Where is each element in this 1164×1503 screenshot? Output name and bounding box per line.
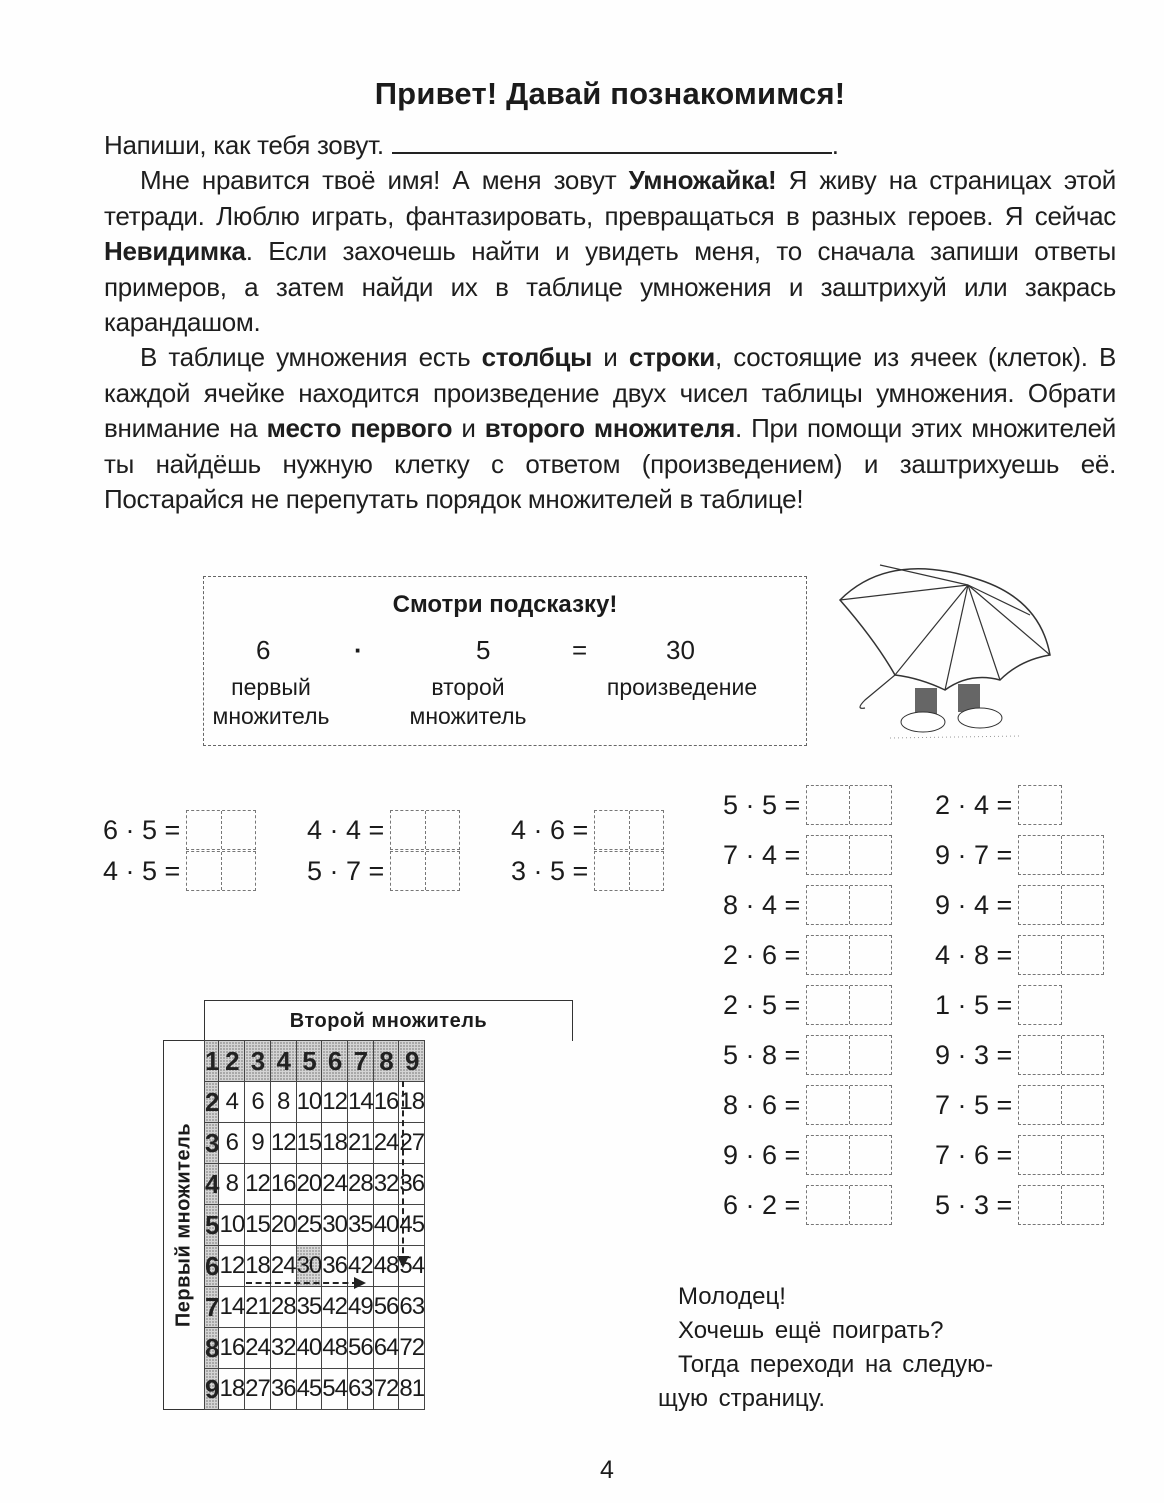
- exercise: 4 · 8 =: [935, 934, 1104, 976]
- product-cell[interactable]: 32: [373, 1164, 399, 1205]
- product-cell[interactable]: 63: [347, 1369, 373, 1410]
- exercise: 4 · 5 =: [103, 850, 256, 892]
- product-cell[interactable]: 6: [219, 1123, 245, 1164]
- hint-equals: =: [572, 635, 588, 665]
- product-cell[interactable]: 12: [219, 1246, 245, 1287]
- page-number: 4: [600, 1456, 614, 1484]
- product-cell[interactable]: 45: [399, 1205, 425, 1246]
- answer-box[interactable]: [390, 810, 460, 850]
- exercise: 2 · 5 =: [723, 984, 892, 1026]
- factor-cell: 4: [270, 1041, 296, 1082]
- exercise: 7 · 6 =: [935, 1134, 1104, 1176]
- factor-cell: 6: [205, 1246, 219, 1287]
- table-row: [205, 1246, 425, 1287]
- product-cell[interactable]: 28: [270, 1287, 296, 1328]
- product-cell[interactable]: 16: [219, 1328, 245, 1369]
- product-cell[interactable]: 14: [219, 1287, 245, 1328]
- product-cell[interactable]: 24: [322, 1164, 348, 1205]
- times-table-grid: [204, 1040, 425, 1410]
- exercise: 7 · 4 =: [723, 834, 892, 876]
- product-cell[interactable]: 24: [270, 1246, 296, 1287]
- factor-cell: 8: [205, 1328, 219, 1369]
- product-cell[interactable]: 36: [270, 1369, 296, 1410]
- factor-cell: 5: [205, 1205, 219, 1246]
- product-cell[interactable]: 36: [322, 1246, 348, 1287]
- answer-box[interactable]: [806, 1185, 892, 1225]
- product-cell[interactable]: 49: [347, 1287, 373, 1328]
- hint-second-factor: 5: [476, 635, 491, 665]
- factor-cell: 4: [205, 1164, 219, 1205]
- answer-box[interactable]: [1018, 835, 1104, 875]
- factor-cell: 8: [373, 1041, 399, 1082]
- product-cell[interactable]: 48: [373, 1246, 399, 1287]
- exercise: 8 · 4 =: [723, 884, 892, 926]
- product-cell[interactable]: 18: [219, 1369, 245, 1410]
- hint-label-product: произведение: [606, 674, 758, 700]
- product-cell[interactable]: 24: [373, 1123, 399, 1164]
- hint-box: [203, 576, 807, 746]
- answer-box[interactable]: [806, 1135, 892, 1175]
- name-prompt: Напиши, как тебя зовут.: [104, 130, 384, 160]
- product-cell[interactable]: 27: [399, 1123, 425, 1164]
- product-cell[interactable]: 12: [270, 1123, 296, 1164]
- product-cell[interactable]: 4: [219, 1082, 245, 1123]
- answer-box[interactable]: [1018, 1085, 1104, 1125]
- answer-box[interactable]: [1018, 1185, 1104, 1225]
- table-row: [205, 1328, 425, 1369]
- answer-box[interactable]: [806, 885, 892, 925]
- product-cell[interactable]: 21: [347, 1123, 373, 1164]
- product-cell[interactable]: 20: [270, 1205, 296, 1246]
- product-cell[interactable]: 40: [296, 1328, 322, 1369]
- answer-box[interactable]: [1018, 1035, 1104, 1075]
- product-cell[interactable]: 45: [296, 1369, 322, 1410]
- product-cell[interactable]: 20: [296, 1164, 322, 1205]
- hint-first-factor: 6: [256, 635, 271, 665]
- factor-cell: 2: [219, 1041, 245, 1082]
- table-row: [205, 1041, 425, 1082]
- factor-cell: 6: [322, 1041, 348, 1082]
- product-cell[interactable]: 21: [245, 1287, 271, 1328]
- product-cell[interactable]: 15: [245, 1205, 271, 1246]
- name-prompt-line: Напиши, как тебя зовут. .: [104, 130, 839, 160]
- exercise: 4 · 4 =: [307, 809, 460, 851]
- hint-arrow-down: [402, 1081, 404, 1263]
- arrow-right-icon: [354, 1277, 366, 1289]
- first-factor-header: Первый множитель: [163, 1040, 204, 1410]
- product-cell[interactable]: 42: [347, 1246, 373, 1287]
- exercise: 3 · 5 =: [511, 850, 664, 892]
- hint-arrow-right: [246, 1282, 358, 1284]
- exercise: 7 · 5 =: [935, 1084, 1104, 1126]
- product-cell[interactable]: 36: [399, 1164, 425, 1205]
- product-cell[interactable]: 12: [322, 1082, 348, 1123]
- product-cell[interactable]: 63: [399, 1287, 425, 1328]
- answer-box[interactable]: [594, 810, 664, 850]
- factor-cell: 7: [205, 1287, 219, 1328]
- product-cell[interactable]: 18: [322, 1123, 348, 1164]
- table-row: [205, 1123, 425, 1164]
- product-cell[interactable]: 64: [373, 1328, 399, 1369]
- hint-title: Смотри подсказку!: [392, 591, 618, 618]
- product-cell[interactable]: 24: [245, 1328, 271, 1369]
- answer-box[interactable]: [1018, 985, 1062, 1025]
- exercise: 5 · 8 =: [723, 1034, 892, 1076]
- product-cell[interactable]: 27: [245, 1369, 271, 1410]
- product-cell[interactable]: 9: [245, 1123, 271, 1164]
- answer-box[interactable]: [1018, 1135, 1104, 1175]
- answer-box[interactable]: [806, 835, 892, 875]
- product-cell[interactable]: 35: [296, 1287, 322, 1328]
- product-cell[interactable]: 25: [296, 1205, 322, 1246]
- product-cell[interactable]: 42: [322, 1287, 348, 1328]
- factor-cell: 7: [347, 1041, 373, 1082]
- hint-label-second: второй множитель: [409, 674, 527, 729]
- exercise: 5 · 5 =: [723, 784, 892, 826]
- hint-dot: ·: [354, 635, 363, 665]
- product-cell[interactable]: 40: [373, 1205, 399, 1246]
- answer-box[interactable]: [806, 1035, 892, 1075]
- product-cell[interactable]: 56: [373, 1287, 399, 1328]
- product-cell[interactable]: 12: [245, 1164, 271, 1205]
- exercise: 5 · 7 =: [307, 850, 460, 892]
- answer-box[interactable]: [594, 851, 664, 891]
- answer-box[interactable]: [186, 851, 256, 891]
- table-row: [205, 1164, 425, 1205]
- answer-box[interactable]: [1018, 935, 1104, 975]
- closing-text: Молодец! Хочешь ещё поиграть? Тогда переходи на следую- щую страницу.: [658, 1283, 994, 1412]
- product-cell[interactable]: 54: [399, 1246, 425, 1287]
- exercise: 9 · 3 =: [935, 1034, 1104, 1076]
- product-cell[interactable]: 35: [347, 1205, 373, 1246]
- answer-box[interactable]: [806, 985, 892, 1025]
- exercise: 9 · 6 =: [723, 1134, 892, 1176]
- exercise: 6 · 5 =: [103, 809, 256, 851]
- product-cell[interactable]: 16: [373, 1082, 399, 1123]
- instructions-paragraph: В таблице умножения есть столбцы и строки, состоящие из ячеек (клеток). В каждой ячейке находится произведение двух чисел таблицы умножения. Обрати внимание на место первого и второго множителя. При помощи этих множителей ты найдёшь нужную клетку с ответом (произведением) и заштрихуешь её. Постарайся не перепутать порядок множителей в таблице!: [104, 342, 1116, 514]
- product-cell[interactable]: 8: [270, 1082, 296, 1123]
- factor-cell: 3: [245, 1041, 271, 1082]
- answer-box[interactable]: [806, 785, 892, 825]
- product-cell[interactable]: 28: [347, 1164, 373, 1205]
- product-cell[interactable]: 48: [322, 1328, 348, 1369]
- answer-box[interactable]: [390, 851, 460, 891]
- exercise: 4 · 6 =: [511, 809, 664, 851]
- product-cell[interactable]: 72: [373, 1369, 399, 1410]
- hint-label-first: первый множитель: [212, 674, 330, 729]
- product-cell[interactable]: 15: [296, 1123, 322, 1164]
- answer-box[interactable]: [186, 810, 256, 850]
- table-row: [205, 1369, 425, 1410]
- factor-cell: 5: [296, 1041, 322, 1082]
- product-cell[interactable]: 30: [322, 1205, 348, 1246]
- table-row: [205, 1205, 425, 1246]
- answer-box[interactable]: [806, 935, 892, 975]
- product-cell[interactable]: 30: [296, 1246, 322, 1287]
- exercise: 2 · 6 =: [723, 934, 892, 976]
- product-cell[interactable]: 81: [399, 1369, 425, 1410]
- name-input-line[interactable]: [392, 130, 832, 154]
- product-cell[interactable]: 32: [270, 1328, 296, 1369]
- product-cell[interactable]: 18: [399, 1082, 425, 1123]
- exercise: 1 · 5 =: [935, 984, 1062, 1026]
- product-cell[interactable]: 18: [245, 1246, 271, 1287]
- factor-cell: 2: [205, 1082, 219, 1123]
- answer-box[interactable]: [806, 1085, 892, 1125]
- product-cell[interactable]: 6: [245, 1082, 271, 1123]
- table-row: [205, 1082, 425, 1123]
- product-cell[interactable]: 14: [347, 1082, 373, 1123]
- answer-box[interactable]: [1018, 885, 1104, 925]
- exercise: 9 · 7 =: [935, 834, 1104, 876]
- table-row: [205, 1287, 425, 1328]
- second-factor-header: Второй множитель: [204, 1000, 573, 1041]
- factor-cell: 9: [205, 1369, 219, 1410]
- product-cell[interactable]: 56: [347, 1328, 373, 1369]
- exercise: 5 · 3 =: [935, 1184, 1104, 1226]
- exercise: 6 · 2 =: [723, 1184, 892, 1226]
- hint-product: 30: [666, 635, 695, 665]
- factor-cell: 1: [205, 1041, 219, 1082]
- product-cell[interactable]: 16: [270, 1164, 296, 1205]
- product-cell[interactable]: 10: [219, 1205, 245, 1246]
- product-cell[interactable]: 72: [399, 1328, 425, 1369]
- page-title: Привет! Давай познакомимся!: [374, 76, 846, 111]
- product-cell[interactable]: 10: [296, 1082, 322, 1123]
- factor-cell: 3: [205, 1123, 219, 1164]
- product-cell[interactable]: 54: [322, 1369, 348, 1410]
- factor-cell: 9: [399, 1041, 425, 1082]
- intro-paragraph: Мне нравится твоё имя! А меня зовут Умножайка! Я живу на страницах этой тетради. Люблю играть, фантазировать, превращаться в разных героев. Я сейчас Невидимка. Если захочешь найти и увидеть меня, то сначала запиши ответы примеров, а затем найди их в таблице умножения и заштрихуй или закрась карандашом.: [104, 165, 1116, 337]
- umbrella-illustration: [820, 560, 1090, 760]
- arrow-down-icon: [397, 1256, 409, 1268]
- answer-box[interactable]: [1018, 785, 1062, 825]
- product-cell[interactable]: 8: [219, 1164, 245, 1205]
- exercise: 9 · 4 =: [935, 884, 1104, 926]
- exercise: 8 · 6 =: [723, 1084, 892, 1126]
- exercise: 2 · 4 =: [935, 784, 1062, 826]
